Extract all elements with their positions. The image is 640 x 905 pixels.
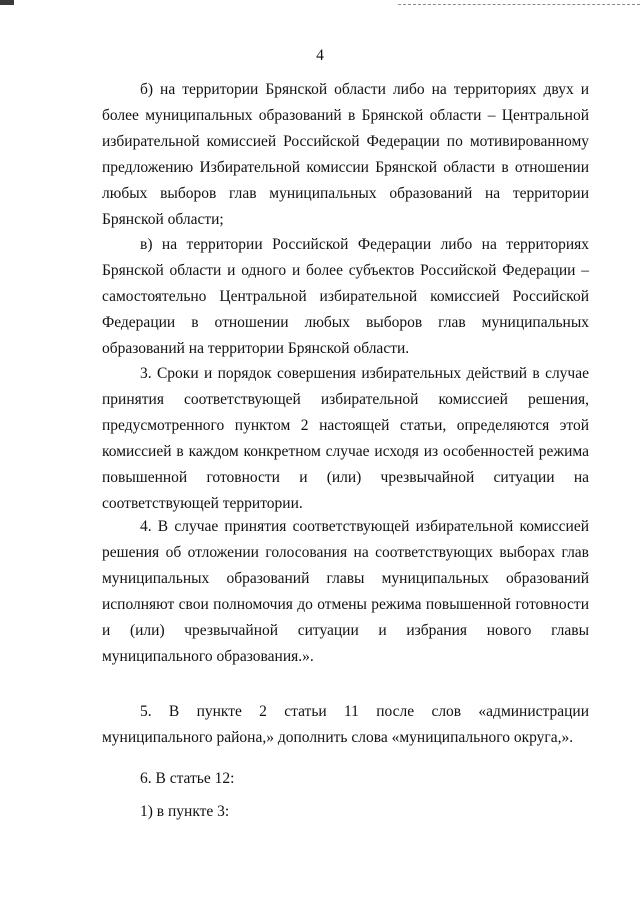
paragraph-item-4: 4. В случае принятия соответствующей избирательной комиссией решения об отложении голосования на соответствующих выборах глав муниципальных образований главы муниципальных образований исполняют свои полномочия до отмены режима повышенной готовности и (или) чрезвычайной ситуации и избрания нового главы муниципального образования.».: [102, 518, 589, 666]
paragraph-item-3: 3. Сроки и порядок совершения избирательных действий в случае принятия соответствующей избирательной комиссией решения, предусмотренного пунктом 2 настоящей статьи, определяются этой комиссией в каждом конкретном случае исходя из особенностей режима повышенной готовности и (или) чрезвычайной ситуации на соответствующей территории.: [102, 365, 589, 513]
paragraph-item-5: 5. В пункте 2 статьи 11 после слов «администрации муниципального района,» дополнить слова «муниципального округа,».: [102, 703, 589, 747]
paragraph-item-6-subitem-1: 1) в пункте 3:: [140, 803, 230, 820]
page-number: 4: [316, 47, 324, 64]
scan-artifact-line: [398, 4, 640, 5]
paragraph-subitem-b: б) на территории Брянской области либо на территориях двух и более муниципальных образований в Брянской области – Центральной избирательной комиссией Российской Федерации по мотивированному предложению Избирательной комиссии Брянской области в отношении любых выборов глав муниципальных образований на территории Брянской области;: [102, 81, 589, 229]
scan-artifact-mark: [0, 0, 14, 5]
paragraph-subitem-v: в) на территории Российской Федерации либо на территориях Брянской области и одного и более субъектов Российской Федерации – самостоятельно Центральной избирательной комиссией Российской Федерации в отношении любых выборов глав муниципальных образований на территории Брянской области.: [102, 236, 589, 358]
paragraph-item-6: 6. В статье 12:: [140, 770, 235, 787]
